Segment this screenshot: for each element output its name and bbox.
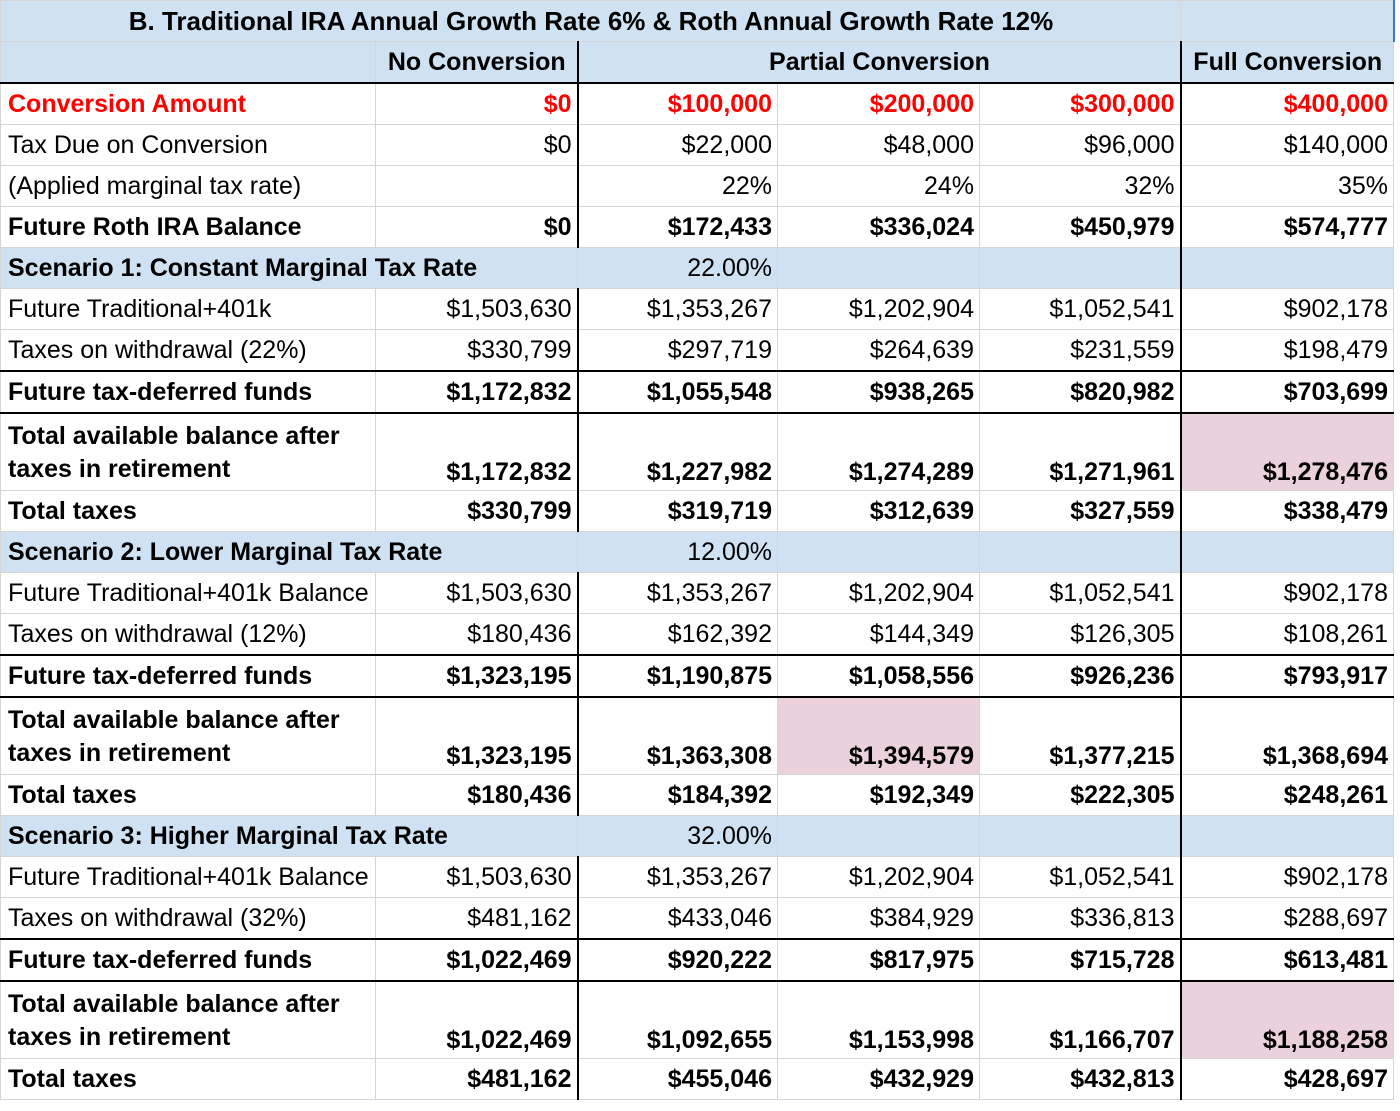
value-cell[interactable]: $1,368,694 — [1181, 697, 1394, 775]
value-cell[interactable]: $1,278,476 — [1181, 413, 1394, 491]
row-label[interactable]: Taxes on withdrawal (22%) — [1, 330, 376, 372]
row-label[interactable]: Conversion Amount — [1, 83, 376, 125]
value-cell[interactable]: $820,982 — [980, 371, 1181, 413]
value-cell[interactable]: $1,153,998 — [778, 981, 980, 1059]
column-header-row — [1, 42, 1394, 84]
row-label[interactable]: Total taxes — [1, 1059, 376, 1100]
row-label[interactable]: Future Traditional+401k Balance — [1, 857, 376, 898]
title-cell-empty[interactable] — [1181, 1, 1394, 42]
scenarios-section — [1, 248, 1394, 1100]
empty-cell[interactable] — [980, 816, 1181, 857]
value-cell[interactable]: $0 — [376, 125, 578, 166]
value-cell[interactable]: $297,719 — [578, 330, 778, 372]
value-cell[interactable]: $140,000 — [1181, 125, 1394, 166]
traditional-balance-row — [1, 573, 1394, 614]
value-cell[interactable]: $1,323,195 — [376, 697, 578, 775]
withdrawal-tax-row — [1, 330, 1394, 372]
row-label[interactable]: Future tax-deferred funds — [1, 655, 376, 697]
value-cell[interactable]: $613,481 — [1181, 939, 1394, 981]
value-cell[interactable]: $481,162 — [376, 898, 578, 940]
empty-cell[interactable] — [1181, 816, 1394, 857]
empty-cell[interactable] — [1181, 532, 1394, 573]
empty-cell[interactable] — [980, 248, 1181, 289]
value-cell[interactable]: $264,639 — [778, 330, 980, 372]
value-cell[interactable]: $1,377,215 — [980, 697, 1181, 775]
value-cell[interactable]: $384,929 — [778, 898, 980, 940]
value-cell[interactable]: $1,353,267 — [578, 289, 778, 330]
empty-cell[interactable] — [980, 532, 1181, 573]
value-cell[interactable]: $920,222 — [578, 939, 778, 981]
scenario-rate[interactable]: 12.00% — [578, 532, 778, 573]
value-cell[interactable]: $1,058,556 — [778, 655, 980, 697]
value-cell[interactable]: $428,697 — [1181, 1059, 1394, 1100]
value-cell[interactable]: $1,202,904 — [778, 857, 980, 898]
row-label[interactable]: Total available balance after taxes in retirement — [1, 413, 376, 491]
scenario-title[interactable]: Scenario 1: Constant Marginal Tax Rate — [1, 248, 578, 289]
conversion-amount-row — [1, 83, 1394, 125]
value-cell[interactable]: $312,639 — [778, 491, 980, 532]
value-cell[interactable]: $288,697 — [1181, 898, 1394, 940]
value-cell[interactable]: $200,000 — [778, 83, 980, 125]
value-cell[interactable]: $450,979 — [980, 207, 1181, 248]
value-cell[interactable]: $100,000 — [578, 83, 778, 125]
value-cell[interactable]: $902,178 — [1181, 857, 1394, 898]
value-cell[interactable]: $192,349 — [778, 775, 980, 816]
value-cell[interactable] — [376, 166, 578, 207]
value-cell[interactable]: $1,172,832 — [376, 371, 578, 413]
value-cell[interactable]: $231,559 — [980, 330, 1181, 372]
withdrawal-tax-row — [1, 898, 1394, 940]
value-cell[interactable]: $1,172,832 — [376, 413, 578, 491]
value-cell[interactable]: $0 — [376, 207, 578, 248]
value-cell[interactable]: $22,000 — [578, 125, 778, 166]
value-cell[interactable]: $817,975 — [778, 939, 980, 981]
tax-deferred-row — [1, 371, 1394, 413]
scenario-rate[interactable]: 22.00% — [578, 248, 778, 289]
marginal-rate-row — [1, 166, 1394, 207]
row-label[interactable]: Future tax-deferred funds — [1, 371, 376, 413]
value-cell[interactable]: $222,305 — [980, 775, 1181, 816]
value-cell[interactable]: $1,202,904 — [778, 289, 980, 330]
scenario-header-row — [1, 532, 1394, 573]
row-label[interactable]: Tax Due on Conversion — [1, 125, 376, 166]
value-cell[interactable]: $1,166,707 — [980, 981, 1181, 1059]
row-label[interactable]: (Applied marginal tax rate) — [1, 166, 376, 207]
value-cell[interactable]: $1,052,541 — [980, 857, 1181, 898]
total-taxes-row — [1, 491, 1394, 532]
empty-cell[interactable] — [778, 816, 980, 857]
value-cell[interactable]: $432,813 — [980, 1059, 1181, 1100]
value-cell[interactable]: $1,271,961 — [980, 413, 1181, 491]
total-taxes-row — [1, 1059, 1394, 1100]
value-cell[interactable]: $432,929 — [778, 1059, 980, 1100]
value-cell[interactable]: $198,479 — [1181, 330, 1394, 372]
scenario-title[interactable]: Scenario 2: Lower Marginal Tax Rate — [1, 532, 578, 573]
row-label[interactable]: Total taxes — [1, 775, 376, 816]
value-cell[interactable]: $108,261 — [1181, 614, 1394, 656]
total-available-row — [1, 413, 1394, 491]
row-label[interactable]: Future Traditional+401k — [1, 289, 376, 330]
value-cell[interactable]: $400,000 — [1181, 83, 1394, 125]
total-taxes-row — [1, 775, 1394, 816]
value-cell[interactable]: $144,349 — [778, 614, 980, 656]
row-label[interactable]: Total available balance after taxes in retirement — [1, 697, 376, 775]
value-cell[interactable]: $902,178 — [1181, 289, 1394, 330]
value-cell[interactable]: $162,392 — [578, 614, 778, 656]
value-cell[interactable]: $481,162 — [376, 1059, 578, 1100]
value-cell[interactable]: $1,052,541 — [980, 289, 1181, 330]
value-cell[interactable]: $793,917 — [1181, 655, 1394, 697]
value-cell[interactable]: $330,799 — [376, 491, 578, 532]
value-cell[interactable]: $338,479 — [1181, 491, 1394, 532]
value-cell[interactable]: $1,363,308 — [578, 697, 778, 775]
value-cell[interactable]: $1,190,875 — [578, 655, 778, 697]
value-cell[interactable]: $715,728 — [980, 939, 1181, 981]
row-label[interactable]: Total taxes — [1, 491, 376, 532]
withdrawal-tax-row — [1, 614, 1394, 656]
value-cell[interactable]: $126,305 — [980, 614, 1181, 656]
scenario-header-row — [1, 248, 1394, 289]
value-cell[interactable]: $1,274,289 — [778, 413, 980, 491]
value-cell[interactable]: $1,052,541 — [980, 573, 1181, 614]
row-label[interactable]: Future Traditional+401k Balance — [1, 573, 376, 614]
value-cell[interactable]: $0 — [376, 83, 578, 125]
value-cell[interactable]: $96,000 — [980, 125, 1181, 166]
value-cell[interactable]: $180,436 — [376, 775, 578, 816]
value-cell[interactable]: $1,353,267 — [578, 573, 778, 614]
scenario-rate[interactable]: 32.00% — [578, 816, 778, 857]
value-cell[interactable]: $1,503,630 — [376, 857, 578, 898]
tax-due-row — [1, 125, 1394, 166]
value-cell[interactable]: $1,092,655 — [578, 981, 778, 1059]
value-cell[interactable]: $180,436 — [376, 614, 578, 656]
traditional-balance-row — [1, 289, 1394, 330]
empty-cell[interactable] — [778, 532, 980, 573]
row-label[interactable]: Future Roth IRA Balance — [1, 207, 376, 248]
value-cell[interactable]: $1,394,579 — [778, 697, 980, 775]
value-cell[interactable]: $433,046 — [578, 898, 778, 940]
value-cell[interactable]: $1,188,258 — [1181, 981, 1394, 1059]
value-cell[interactable]: $1,022,469 — [376, 981, 578, 1059]
value-cell[interactable]: $336,024 — [778, 207, 980, 248]
tax-deferred-row — [1, 655, 1394, 697]
value-cell[interactable]: 32% — [980, 166, 1181, 207]
value-cell[interactable]: 22% — [578, 166, 778, 207]
empty-cell[interactable] — [778, 248, 980, 289]
value-cell[interactable]: $336,813 — [980, 898, 1181, 940]
value-cell[interactable]: $327,559 — [980, 491, 1181, 532]
value-cell[interactable]: $1,353,267 — [578, 857, 778, 898]
value-cell[interactable]: $574,777 — [1181, 207, 1394, 248]
value-cell[interactable]: 24% — [778, 166, 980, 207]
roth-balance-row — [1, 207, 1394, 248]
value-cell[interactable]: $1,202,904 — [778, 573, 980, 614]
value-cell[interactable]: $184,392 — [578, 775, 778, 816]
header-partial-conversion[interactable]: Partial Conversion — [578, 42, 1181, 84]
value-cell[interactable]: $330,799 — [376, 330, 578, 372]
row-label[interactable]: Taxes on withdrawal (12%) — [1, 614, 376, 656]
header-cell-empty[interactable] — [1, 42, 376, 84]
traditional-balance-row — [1, 857, 1394, 898]
total-available-row — [1, 697, 1394, 775]
value-cell[interactable]: 35% — [1181, 166, 1394, 207]
tax-deferred-row — [1, 939, 1394, 981]
header-full-conversion[interactable]: Full Conversion — [1181, 42, 1394, 84]
row-label[interactable]: Future tax-deferred funds — [1, 939, 376, 981]
value-cell[interactable]: $1,055,548 — [578, 371, 778, 413]
empty-cell[interactable] — [1181, 248, 1394, 289]
value-cell[interactable]: $48,000 — [778, 125, 980, 166]
value-cell[interactable]: $703,699 — [1181, 371, 1394, 413]
value-cell[interactable]: $1,022,469 — [376, 939, 578, 981]
total-available-row — [1, 981, 1394, 1059]
value-cell[interactable]: $902,178 — [1181, 573, 1394, 614]
row-label[interactable]: Total available balance after taxes in retirement — [1, 981, 376, 1059]
table-title[interactable]: B. Traditional IRA Annual Growth Rate 6% & Roth Annual Growth Rate 12% — [1, 1, 1181, 42]
scenario-title[interactable]: Scenario 3: Higher Marginal Tax Rate — [1, 816, 578, 857]
value-cell[interactable]: $248,261 — [1181, 775, 1394, 816]
value-cell[interactable]: $1,503,630 — [376, 573, 578, 614]
header-no-conversion[interactable]: No Conversion — [376, 42, 578, 84]
value-cell[interactable]: $926,236 — [980, 655, 1181, 697]
value-cell[interactable]: $172,433 — [578, 207, 778, 248]
value-cell[interactable]: $1,227,982 — [578, 413, 778, 491]
title-row — [1, 1, 1394, 42]
value-cell[interactable]: $455,046 — [578, 1059, 778, 1100]
value-cell[interactable]: $1,323,195 — [376, 655, 578, 697]
value-cell[interactable]: $1,503,630 — [376, 289, 578, 330]
value-cell[interactable]: $938,265 — [778, 371, 980, 413]
value-cell[interactable]: $300,000 — [980, 83, 1181, 125]
scenario-header-row — [1, 816, 1394, 857]
row-label[interactable]: Taxes on withdrawal (32%) — [1, 898, 376, 940]
value-cell[interactable]: $319,719 — [578, 491, 778, 532]
